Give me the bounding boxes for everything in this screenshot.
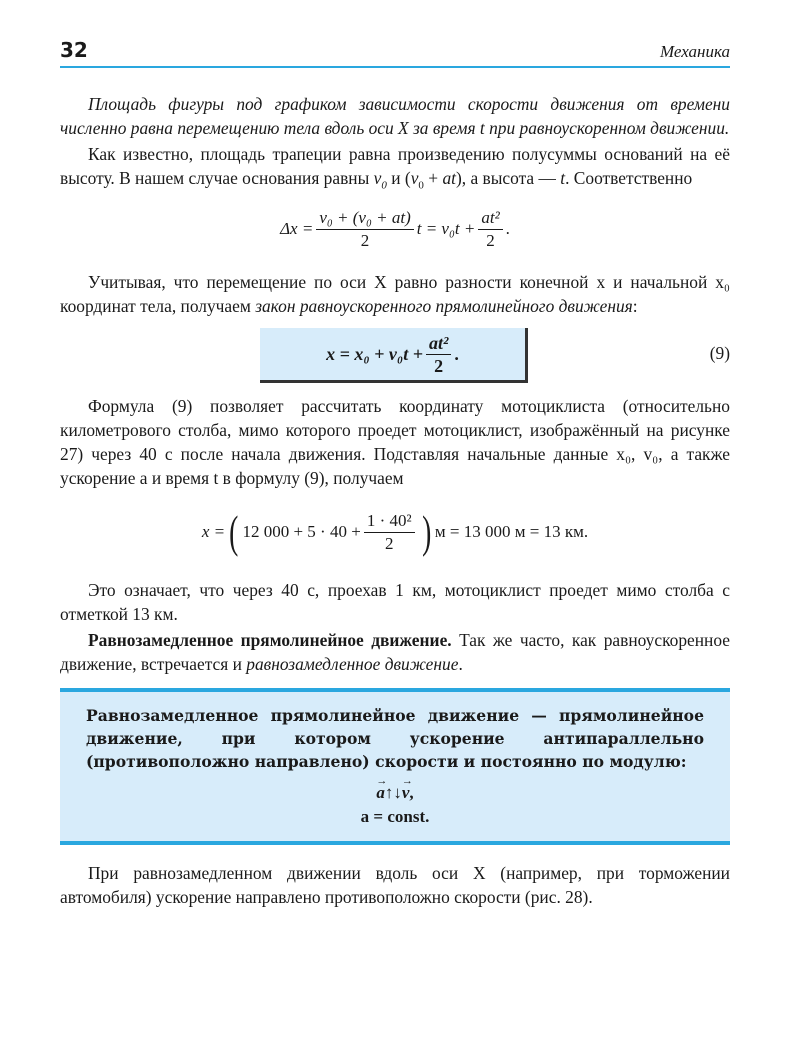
fraction-denominator: 2 <box>384 533 394 553</box>
header-divider <box>60 66 730 68</box>
text-span: Так же часто, как равноускоренное движение, встречается и <box>60 630 730 674</box>
law-name: закон равноускоренного прямолинейного движения <box>255 296 633 316</box>
left-paren: ( <box>229 506 239 557</box>
text-span: Как известно, площадь трапеции равна произведению полусуммы оснований на её высоту. В нашем случае основания равны <box>60 144 730 188</box>
eq-lhs: x = <box>201 522 226 541</box>
text-span: Учитывая, что перемещение по оси X равно разности конечной x и начальной x₀ координат тела, получаем <box>60 272 730 316</box>
vector-a: → a <box>376 781 385 805</box>
fraction-numerator: v₀ + (v₀ + at) <box>316 208 413 230</box>
trapezoid-paragraph <box>60 142 730 190</box>
fraction <box>364 511 415 554</box>
eq-lhs: x = x₀ + v₀t + <box>326 343 423 364</box>
formula-9-box <box>260 328 528 383</box>
eq-lhs: Δx = <box>280 219 314 238</box>
formula-9-row <box>60 328 730 386</box>
fraction-numerator: at² <box>478 208 502 230</box>
vector-relation <box>86 781 704 805</box>
fraction-numerator: 1 · 40² <box>364 511 415 533</box>
braking-paragraph: При равнозамедленном движении вдоль оси X (например, при торможении автомобиля) ускорение направлено противоположно скорости (рис. 28). <box>60 863 730 907</box>
definition-formulas <box>86 781 704 829</box>
area-statement: Площадь фигуры под графиком зависимости скорости движения от времени численно равна перемещению тела вдоль оси X за время t при равноускоренном движении. <box>60 94 730 138</box>
math-v0-at: $(v_0 + at)$ <box>404 168 462 192</box>
italic-term: равнозамедленное движение <box>246 654 459 674</box>
antiparallel-symbol: ↑↓ <box>384 783 402 802</box>
text-span: . Соответственно <box>565 168 693 188</box>
eq-inner: 12 000 + 5 · 40 + <box>242 522 361 541</box>
text-span: : <box>632 296 638 316</box>
math-t: t <box>560 168 566 188</box>
fraction-denominator: 2 <box>434 355 444 376</box>
definition-text: Равнозамедленное прямолинейное движение — прямолинейное движение, при котором ускорение антипараллельно (противоположно направлено) скорости и постоянно по модулю: <box>86 706 704 771</box>
bold-heading: Равнозамедленное прямолинейное движение. <box>88 630 452 650</box>
fraction <box>478 208 502 251</box>
formula-number: (9) <box>709 343 730 363</box>
textbook-page <box>60 34 730 909</box>
formula-9-explanation: Формула (9) позволяет рассчитать координату мотоциклиста (относительно километрового столба, мимо которого проедет мотоциклист, изображённый на рисунке 27) через 40 с после начала движения. Подставляя начальные данные x₀, v₀, а также ускорение a и время t в формулу (9), получаем <box>60 396 730 488</box>
law-paragraph <box>60 270 730 318</box>
eq-result: м = 13 000 м = 13 км. <box>434 522 589 541</box>
fraction-numerator: at² <box>426 333 451 355</box>
eq-period: . <box>454 343 459 364</box>
constant-relation: a = const. <box>360 807 430 826</box>
page-header <box>60 34 730 68</box>
decelerated-intro <box>60 628 730 676</box>
fraction-denominator: 2 <box>360 230 370 250</box>
comma: , <box>409 783 414 802</box>
text-span: и <box>386 168 405 188</box>
fraction <box>316 208 413 251</box>
text-span: . <box>458 654 463 674</box>
right-paren: ) <box>421 506 431 557</box>
vector-v: → v <box>402 781 410 805</box>
section-title: Механика <box>659 42 730 61</box>
page-number: 32 <box>60 38 88 62</box>
math-v0: $v_0$ <box>373 168 387 192</box>
fraction-denominator: 2 <box>486 230 495 250</box>
result-paragraph: Это означает, что через 40 с, проехав 1 км, мотоциклист проедет мимо столба с отметкой 13 км. <box>60 580 730 624</box>
coordinate-calculation <box>60 496 730 568</box>
fraction <box>426 333 451 376</box>
text-span: , а высота — <box>461 168 561 188</box>
displacement-equation <box>60 196 730 262</box>
definition-box <box>60 688 730 845</box>
eq-period: . <box>505 219 510 238</box>
eq-middle: t = v₀t + <box>416 219 476 238</box>
